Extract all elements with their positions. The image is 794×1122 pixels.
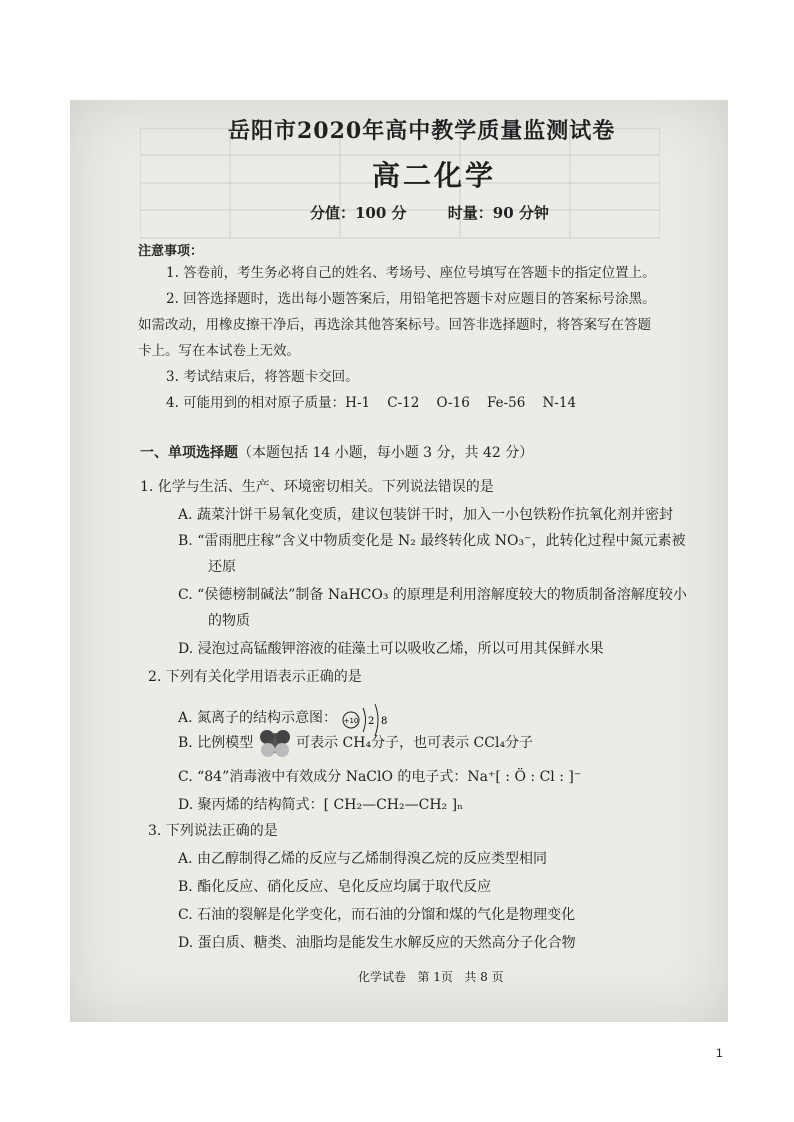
score-value: 分值：100 分 — [310, 204, 407, 222]
q2-stem: 2. 下列有关化学用语表示正确的是 — [148, 669, 362, 685]
q3-stem: 3. 下列说法正确的是 — [148, 823, 278, 839]
q1-stem: 1. 化学与生活、生产、环境密切相关。下列说法错误的是 — [140, 479, 494, 495]
q3-option-c: C. 石油的裂解是化学变化，而石油的分馏和煤的气化是物理变化 — [178, 907, 576, 923]
q1-option-c: C. “侯德榜制碱法”制备 NaHCO₃ 的原理是利用溶解度较大的物质制备溶解度较小 — [178, 587, 687, 603]
q1-option-d: D. 浸泡过高锰酸钾溶液的硅藻土可以吸收乙烯，所以可用其保鲜水果 — [178, 641, 604, 657]
note-2-end: 卡上。写在本试卷上无效。 — [138, 343, 300, 359]
page-footer: 化学试卷 第 1页 共 8 页 — [358, 970, 504, 984]
ion-shell1-label: 2 — [368, 716, 375, 727]
ion-nucleus-label: +10 — [344, 717, 359, 725]
exam-subtitle: 高二化学 — [372, 159, 497, 192]
time-value: 时量：90 分钟 — [447, 204, 549, 222]
note-1: 1. 答卷前，考生务必将自己的姓名、考场号、座位号填写在答题卡的指定位置上。 — [166, 265, 656, 281]
page-number: 1 — [716, 1046, 723, 1060]
q1-option-c-cont: 的物质 — [208, 613, 250, 629]
section-title: 一、单项选择题 — [140, 445, 238, 461]
q2-option-b — [178, 728, 533, 758]
note-2-cont: 如需改动，用橡皮擦干净后，再选涂其他答案标号。回答非选择题时，将答案写在答题 — [138, 317, 651, 333]
notes-heading: 注意事项： — [138, 244, 204, 259]
q2-option-b-post: 可表示 CH₄分子，也可表示 CCl₄分子 — [296, 735, 534, 751]
note-3: 3. 考试结束后，将答题卡交回。 — [166, 369, 359, 385]
section-heading — [140, 442, 533, 462]
section-desc: （本题包括 14 小题，每小题 3 分，共 42 分） — [238, 445, 534, 461]
q3-option-b: B. 酯化反应、硝化反应、皂化反应均属于取代反应 — [178, 879, 492, 895]
q3-option-a: A. 由乙醇制得乙烯的反应与乙烯制得溴乙烷的反应类型相同 — [178, 851, 548, 867]
score-time-line — [310, 202, 585, 223]
q2-option-d: D. 聚丙烯的结构简式：[ CH₂—CH₂—CH₂ ]ₙ — [178, 797, 464, 813]
q1-option-b: B. “雷雨肥庄稼”含义中物质变化是 N₂ 最终转化成 NO₃⁻，此转化过程中氮元素被 — [178, 533, 686, 549]
q2-option-b-pre: B. 比例模型 — [178, 735, 254, 751]
q1-option-b-cont: 还原 — [208, 559, 236, 575]
q3-option-d: D. 蛋白质、糖类、油脂均是能发生水解反应的天然高分子化合物 — [178, 935, 576, 951]
q2-option-a-text: A. 氮离子的结构示意图： — [178, 710, 338, 726]
ion-shell2-label: 8 — [381, 716, 388, 727]
q1-option-a: A. 蔬菜汁饼干易氧化变质，建议包装饼干时，加入一小包铁粉作抗氧化剂并密封 — [178, 507, 674, 523]
space-filling-model-icon — [258, 728, 292, 758]
q2-option-c: C. “84”消毒液中有效成分 NaClO 的电子式：Na⁺[ : Ö : Cl : ]⁻ — [178, 769, 582, 785]
note-4: 4. 可能用到的相对原子质量：H-1 C-12 O-16 Fe-56 N-14 — [166, 395, 577, 411]
exam-title: 岳阳市2020年高中教学质量监测试卷 — [228, 118, 616, 144]
note-2: 2. 回答选择题时，选出每小题答案后，用铅笔把答题卡对应题目的答案标号涂黑。 — [166, 291, 656, 307]
photographed-page — [70, 100, 728, 1022]
